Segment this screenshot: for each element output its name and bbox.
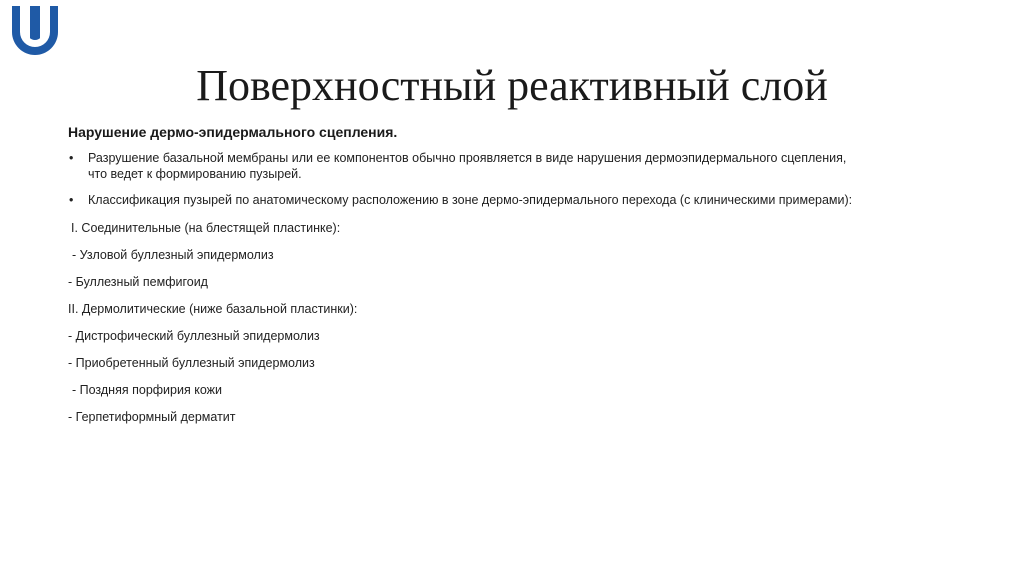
university-logo-icon [10, 4, 60, 56]
classification-group-heading: I. Соединительные (на блестящей пластинке): [71, 221, 341, 235]
slide-content [68, 124, 968, 425]
classification-item: - Дистрофический буллезный эпидермолиз [68, 329, 320, 343]
bullet-text-line: что ведет к формированию пузырей. [88, 167, 302, 181]
bullet-item [68, 150, 968, 182]
section-subtitle: Нарушение дермо-эпидермального сцепления. [68, 124, 398, 140]
slide-title: Поверхностный реактивный слой [196, 61, 828, 110]
classification-item: - Приобретенный буллезный эпидермолиз [68, 356, 315, 370]
bullet-marker: • [69, 151, 74, 165]
classification-item: - Буллезный пемфигоид [68, 275, 208, 289]
bullet-text-line: Классификация пузырей по анатомическому расположению в зоне дермо-эпидермального перехода (с клиническими примерами): [88, 193, 853, 207]
classification-item: - Узловой буллезный эпидермолиз [72, 248, 274, 262]
bullet-text-line: Разрушение базальной мембраны или ее компонентов обычно проявляется в виде нарушения дермоэпидермального сцепления, [88, 151, 847, 165]
bullet-item [68, 192, 968, 208]
classification-item: - Поздняя порфирия кожи [72, 383, 222, 397]
bullet-marker: • [69, 193, 74, 207]
classification-item: - Герпетиформный дерматит [68, 410, 236, 424]
classification-group-heading: II. Дермолитические (ниже базальной пластинки): [68, 302, 358, 316]
